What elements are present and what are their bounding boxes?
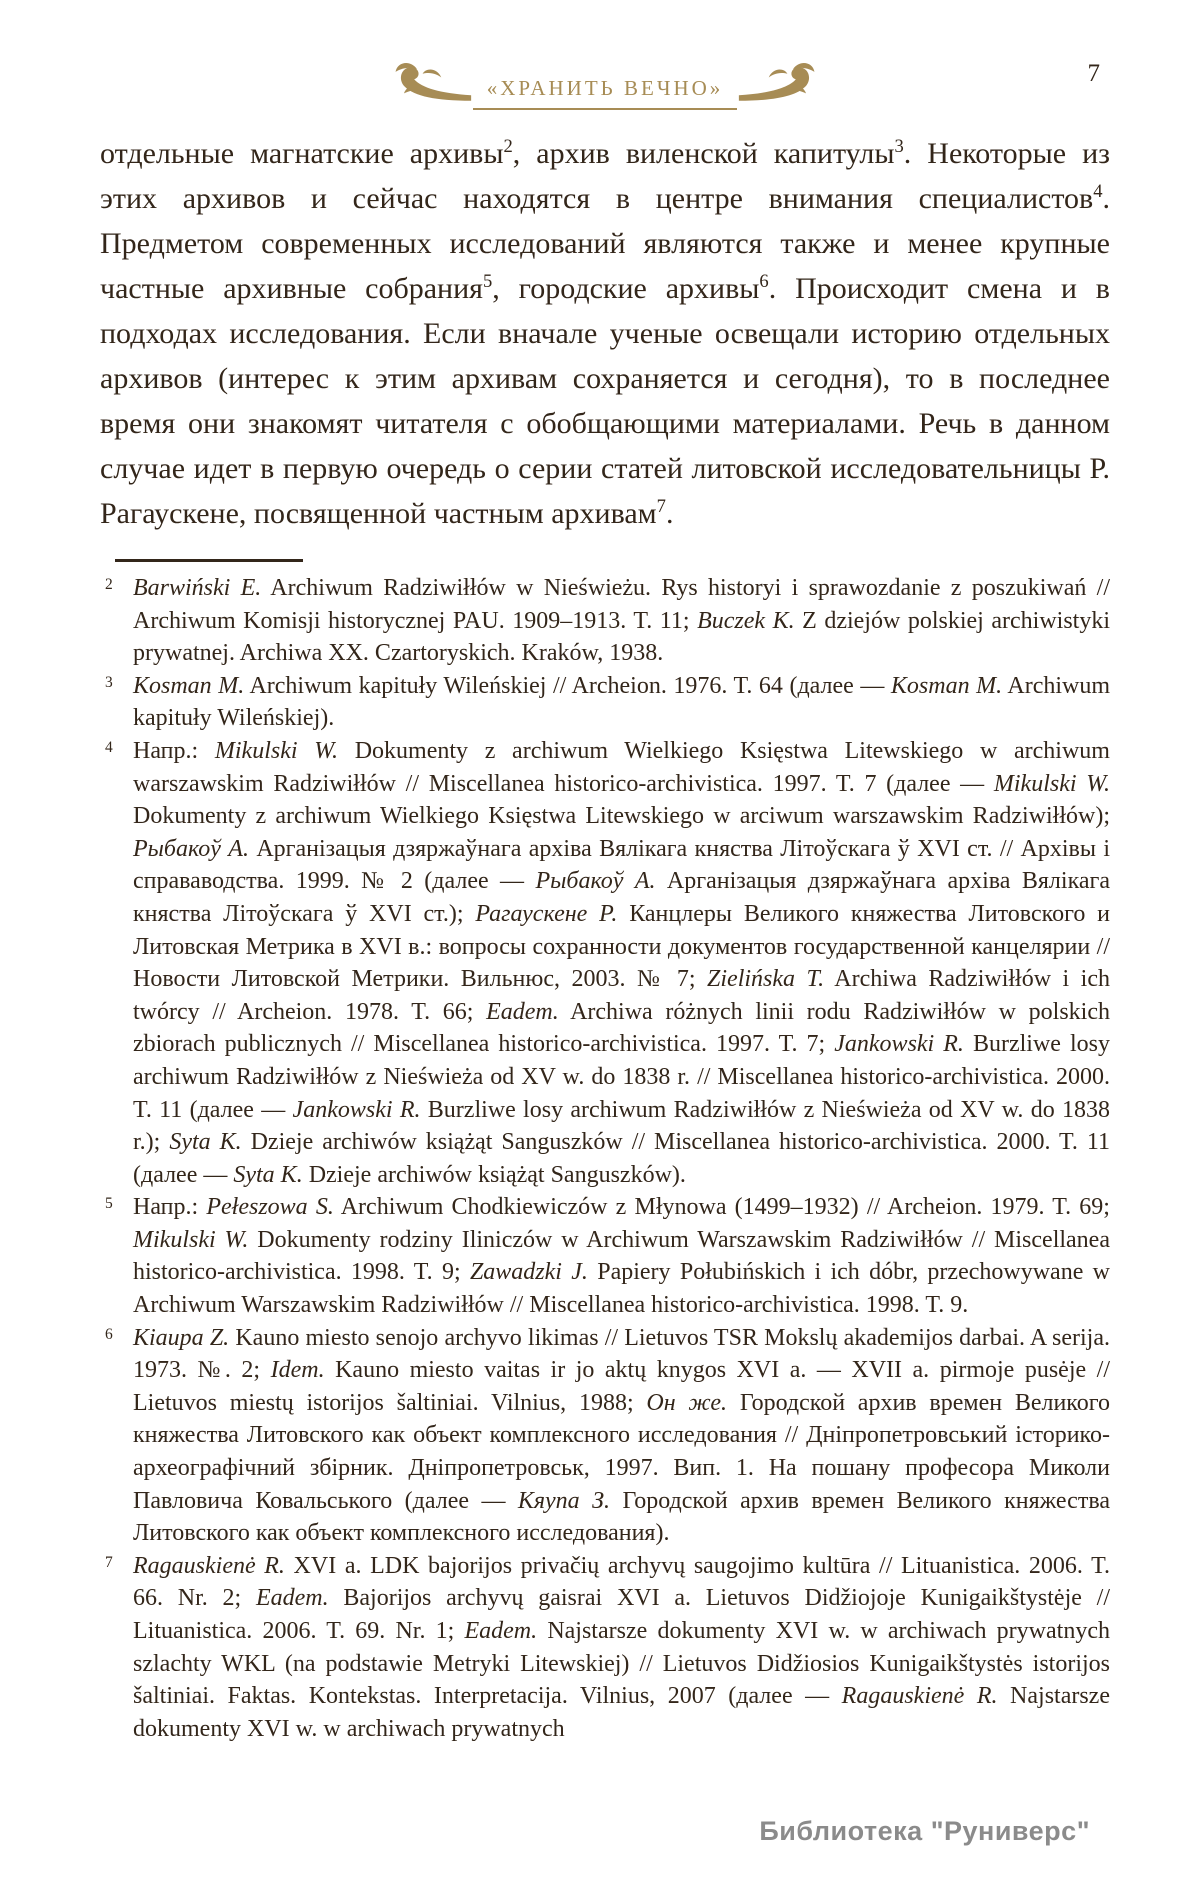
footnotes-block xyxy=(100,572,1110,1745)
footnote-text: Kiaupa Z. Kauno miesto senojo archyvo likimas // Lietuvos TSR Mokslų akademijos darbai. A serija. 1973. №. 2; Idem. Kauno miesto vaitas ir jo aktų knygos XVI a. — XVII a. pirmoje pusėje // Lietuvos miestų istorijos šaltiniai. Vilnius, 1988; Он же. Городской архив времен Великого княжества Литовского как объект комплексного исследования // Дніпропетровський історико-археографічний збірник. Дніпропетровськ, 1997. Вип. 1. На пошану професора Миколи Павловича Ковальського (далее — Кяупа З. Городской архив времен Великого княжества Литовского как объект комплексного исследования). xyxy=(133,1324,1110,1547)
footnote-text: Barwiński E. Archiwum Radziwiłłów w Nieświeżu. Rys historyi i sprawozdanie z poszukiwań // Archiwum Komisji historycznej PAU. 1909–1913. T. 11; Buczek K. Z dziejów polskiej archiwistyki prywatnej. Archiwa XX. Czartoryskich. Kraków, 1938. xyxy=(133,575,1111,667)
footnote-separator xyxy=(115,559,303,562)
footnote-6 xyxy=(100,1322,1110,1550)
running-title: «ХРАНИТЬ ВЕЧНО» xyxy=(473,62,738,110)
footnote-4 xyxy=(100,735,1110,1191)
footnote-number: 4 xyxy=(105,738,113,756)
footnote-3 xyxy=(100,670,1110,735)
footnote-2 xyxy=(100,572,1110,670)
footnote-text: Напр.: Mikulski W. Dokumenty z archiwum Wielkiego Księstwa Litewskiego w archiwum warszawskim Radziwiłłów // Miscellanea historico-archivistica. 1997. T. 7 (далее — Mikulski W. Dokumenty z archiwum Wielkiego Księstwa Litewskiego w arciwum warszawskim Radziwiłłów); Рыбакоў А. Арганізацыя дзяржаўнага архіва Вялікага княства Літоўскага ў XVI ст. // Архівы і справаводства. 1999. № 2 (далее — Рыбакоў А. Арганізацыя дзяржаўнага архіва Вялікага княства Літоўскага ў XVI ст.); Рагаускене Р. Канцлеры Великого княжества Литовского и Литовская Метрика в XVI в.: вопросы сохранности документов государственной канцелярии // Новости Литовской Метрики. Вильнюс, 2003. № 7; Zielińska T. Archiwa Radziwiłłów i ich twórcy // Archeion. 1978. T. 66; Eadem. Archiwa różnych linii rodu Radziwiłłów w polskich zbiorach publicznych // Miscellanea historico-archivistica. 1997. T. 7; Jankowski R. Burzliwe losy archiwum Radziwiłłów z Nieświeża od XV w. do 1838 r. // Miscellanea historico-archivistica. 2000. T. 11 (далее — Jankowski R. Burzliwe losy archiwum Radziwiłłów z Nieświeża od XV w. do 1838 r.); Syta K. Dzieje archiwów książąt Sanguszków // Miscellanea historico-archivistica. 2000. T. 11 (далее — Syta K. Dzieje archiwów książąt Sanguszków). xyxy=(133,737,1111,1188)
footnote-5 xyxy=(100,1191,1110,1321)
running-header xyxy=(100,52,1110,116)
footnote-number: 6 xyxy=(105,1325,113,1343)
footnote-text: Напр.: Pełeszowa S. Archiwum Chodkiewiczów z Młynowa (1499–1932) // Archeion. 1979. T. 69; Mikulski W. Dokumenty rodziny Iliniczów w Archiwum Warszawskim Radziwiłłów // Miscellanea historico-archivistica. 1998. T. 9; Zawadzki J. Papiery Połubińskich i ich dóbr, przechowywane w Archiwum Warszawskim Radziwiłłów // Miscellanea historico-archivistica. 1998. T. 9. xyxy=(133,1194,1110,1319)
footnote-number: 5 xyxy=(105,1195,113,1213)
footnote-number: 2 xyxy=(105,576,113,593)
footnote-number: 7 xyxy=(105,1553,113,1571)
footnote-text: Kosman M. Archiwum kapituły Wileńskiej // Archeion. 1976. T. 64 (далее — Kosman M. Archiwum kapituły Wileńskiej). xyxy=(133,672,1111,732)
page-number: 7 xyxy=(1087,60,1100,87)
floral-flourish-right-icon xyxy=(737,58,821,110)
footnote-number: 3 xyxy=(105,673,113,691)
header-ornament xyxy=(389,58,822,110)
body-paragraph: отдельные магнатские архивы$^2$, архив виленской капитулы$^3$. Некоторые из этих архивов и сейчас находятся в центре внимания специалистов$^4$. Предметом современных исследований являются также и менее крупные частные архивные собрания$^5$, городские архивы$^6$. Происходит смена и в подходах исследования. Если вначале ученые освещали историю отдельных архивов (интерес к этим архивам сохраняется и сегодня), то в последнее время они знакомят читателя с обобщающими материалами. Речь в данном случае идет в первую очередь о серии статей литовской исследовательницы Р. Рагаускене, посвященной частным архивам$^7$. xyxy=(100,136,1111,530)
library-watermark: Библиотека "Руниверс" xyxy=(759,1816,1090,1846)
floral-flourish-left-icon xyxy=(389,58,473,110)
footnote-text: Ragauskienė R. XVI a. LDK bajorijos privačių archyvų saugojimo kultūra // Lituanistica. 2006. T. 66. Nr. 2; Eadem. Bajorijos archyvų gaisrai XVI a. Lietuvos Didžiojoje Kunigaikštystėje // Lituanistica. 2006. T. 69. Nr. 1; Eadem. Najstarsze dokumenty XVI w. w archiwach prywatnych szlachty WKL (na podstawie Metryki Litewskiej) // Lietuvos Didžiosios Kunigaikštystės istorijos šaltiniai. Faktas. Kontekstas. Interpretacija. Vilnius, 2007 (далее — Ragauskienė R. Najstarsze dokumenty XVI w. w archiwach prywatnych xyxy=(133,1552,1111,1742)
footnote-7 xyxy=(100,1550,1110,1746)
